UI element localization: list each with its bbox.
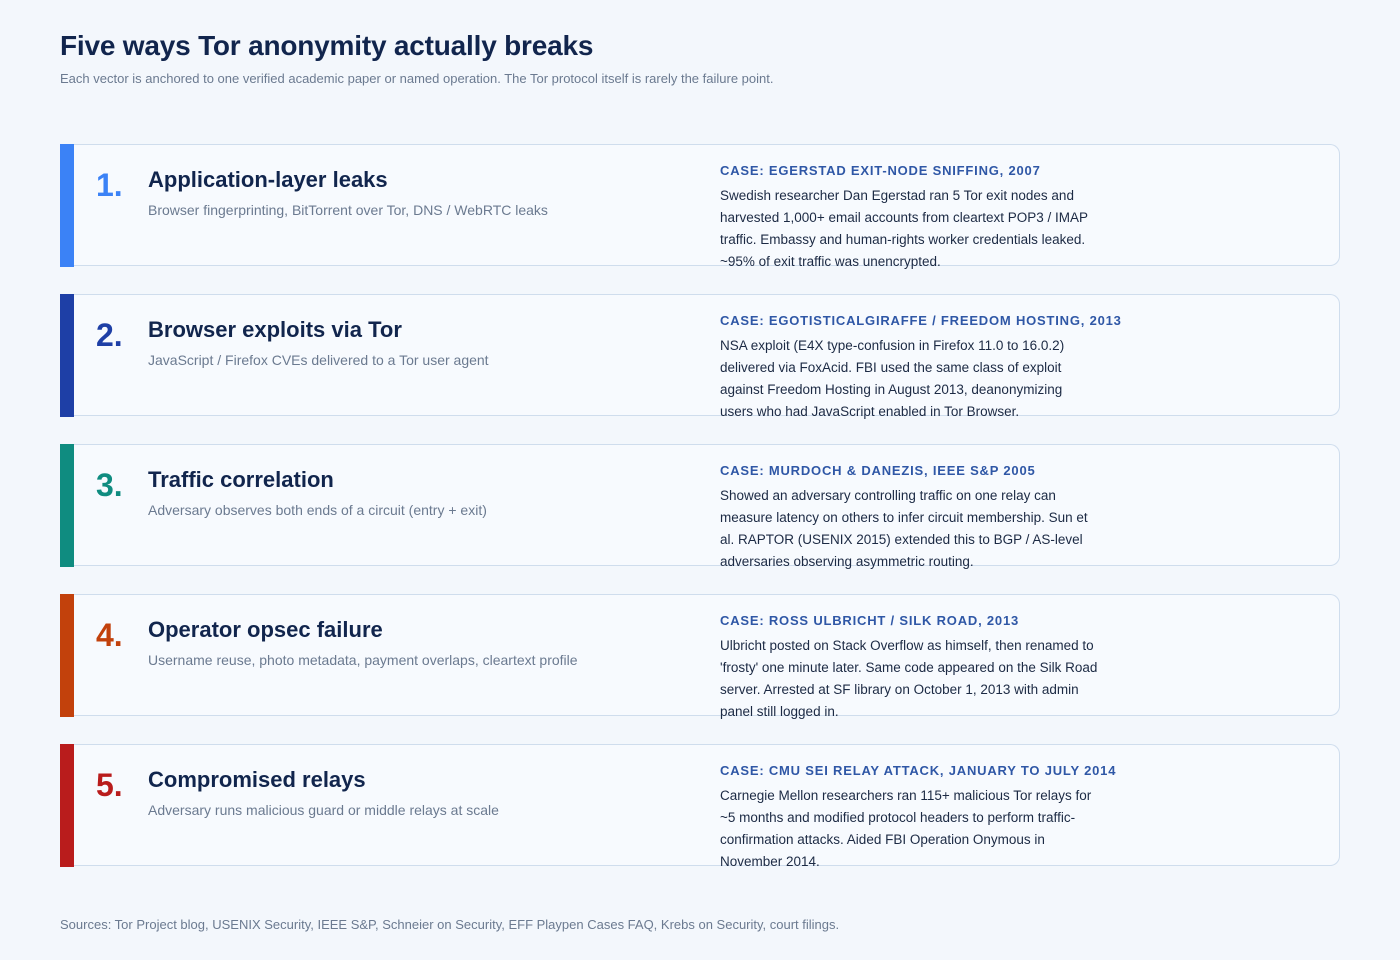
case-text: Showed an adversary controlling traffic on one relay can measure latency on others to infer circuit membership. Sun et al. RAPTOR (USENIX 2015) extended this to BGP / AS-level adversaries observing asymmetric routing. (720, 488, 1088, 569)
case-label: CASE: MURDOCH & DANEZIS, IEEE S&P 2005 (720, 463, 1036, 478)
vector-description: Adversary runs malicious guard or middle relays at scale (148, 802, 499, 818)
case-label: CASE: EGOTISTICALGIRAFFE / FREEDOM HOSTING, 2013 (720, 313, 1122, 328)
accent-bar (60, 744, 74, 867)
vector-card-4 (60, 594, 1340, 719)
accent-bar (60, 144, 74, 267)
vector-number: 2. (96, 317, 123, 353)
vector-card-1 (60, 144, 1340, 269)
case-label: CASE: CMU SEI RELAY ATTACK, JANUARY TO JULY 2014 (720, 763, 1117, 778)
vector-description: JavaScript / Firefox CVEs delivered to a Tor user agent (148, 352, 489, 368)
vector-description: Browser fingerprinting, BitTorrent over Tor, DNS / WebRTC leaks (148, 202, 548, 218)
vector-number: 3. (96, 467, 123, 503)
vector-title: Operator opsec failure (148, 617, 383, 642)
vector-title: Application-layer leaks (148, 167, 388, 192)
vector-number: 1. (96, 167, 123, 203)
vector-title: Browser exploits via Tor (148, 317, 402, 342)
accent-bar (60, 594, 74, 717)
case-text: Ulbricht posted on Stack Overflow as himself, then renamed to 'frosty' one minute later. Same code appeared on the Silk Road server. Arrested at SF library on October 1, 2013 with admin panel still logged in. (720, 638, 1098, 719)
vector-title: Compromised relays (148, 767, 366, 792)
vector-number: 5. (96, 767, 123, 803)
vector-card-2 (60, 294, 1340, 419)
vector-card-3 (60, 444, 1340, 569)
page-title: Five ways Tor anonymity actually breaks (60, 30, 594, 61)
vector-description: Username reuse, photo metadata, payment overlaps, cleartext profile (148, 652, 578, 668)
case-label: CASE: EGERSTAD EXIT-NODE SNIFFING, 2007 (720, 163, 1041, 178)
case-text: NSA exploit (E4X type-confusion in Firefox 11.0 to 16.0.2) delivered via FoxAcid. FBI used the same class of exploit against Freedom Hosting in August 2013, deanonymizing users who had JavaScript enabled in Tor Browser. (720, 338, 1065, 419)
vector-title: Traffic correlation (148, 467, 334, 492)
accent-bar (60, 294, 74, 417)
vector-card-5 (60, 744, 1340, 869)
case-text: Swedish researcher Dan Egerstad ran 5 Tor exit nodes and harvested 1,000+ email accounts from cleartext POP3 / IMAP traffic. Embassy and human-rights worker credentials leaked. ~95% of exit traffic was unencrypted. (720, 188, 1088, 269)
case-label: CASE: ROSS ULBRICHT / SILK ROAD, 2013 (720, 613, 1020, 628)
vector-description: Adversary observes both ends of a circuit (entry + exit) (148, 502, 487, 518)
vector-number: 4. (96, 617, 123, 653)
page-subtitle: Each vector is anchored to one verified academic paper or named operation. The Tor protocol itself is rarely the failure point. (60, 71, 774, 86)
accent-bar (60, 444, 74, 567)
sources-footnote: Sources: Tor Project blog, USENIX Security, IEEE S&P, Schneier on Security, EFF Playpen Cases FAQ, Krebs on Security, court filings. (60, 917, 840, 932)
case-text: Carnegie Mellon researchers ran 115+ malicious Tor relays for ~5 months and modified protocol headers to perform traffic-confirmation attacks. Aided FBI Operation Onymous in November 2014. (720, 788, 1092, 869)
